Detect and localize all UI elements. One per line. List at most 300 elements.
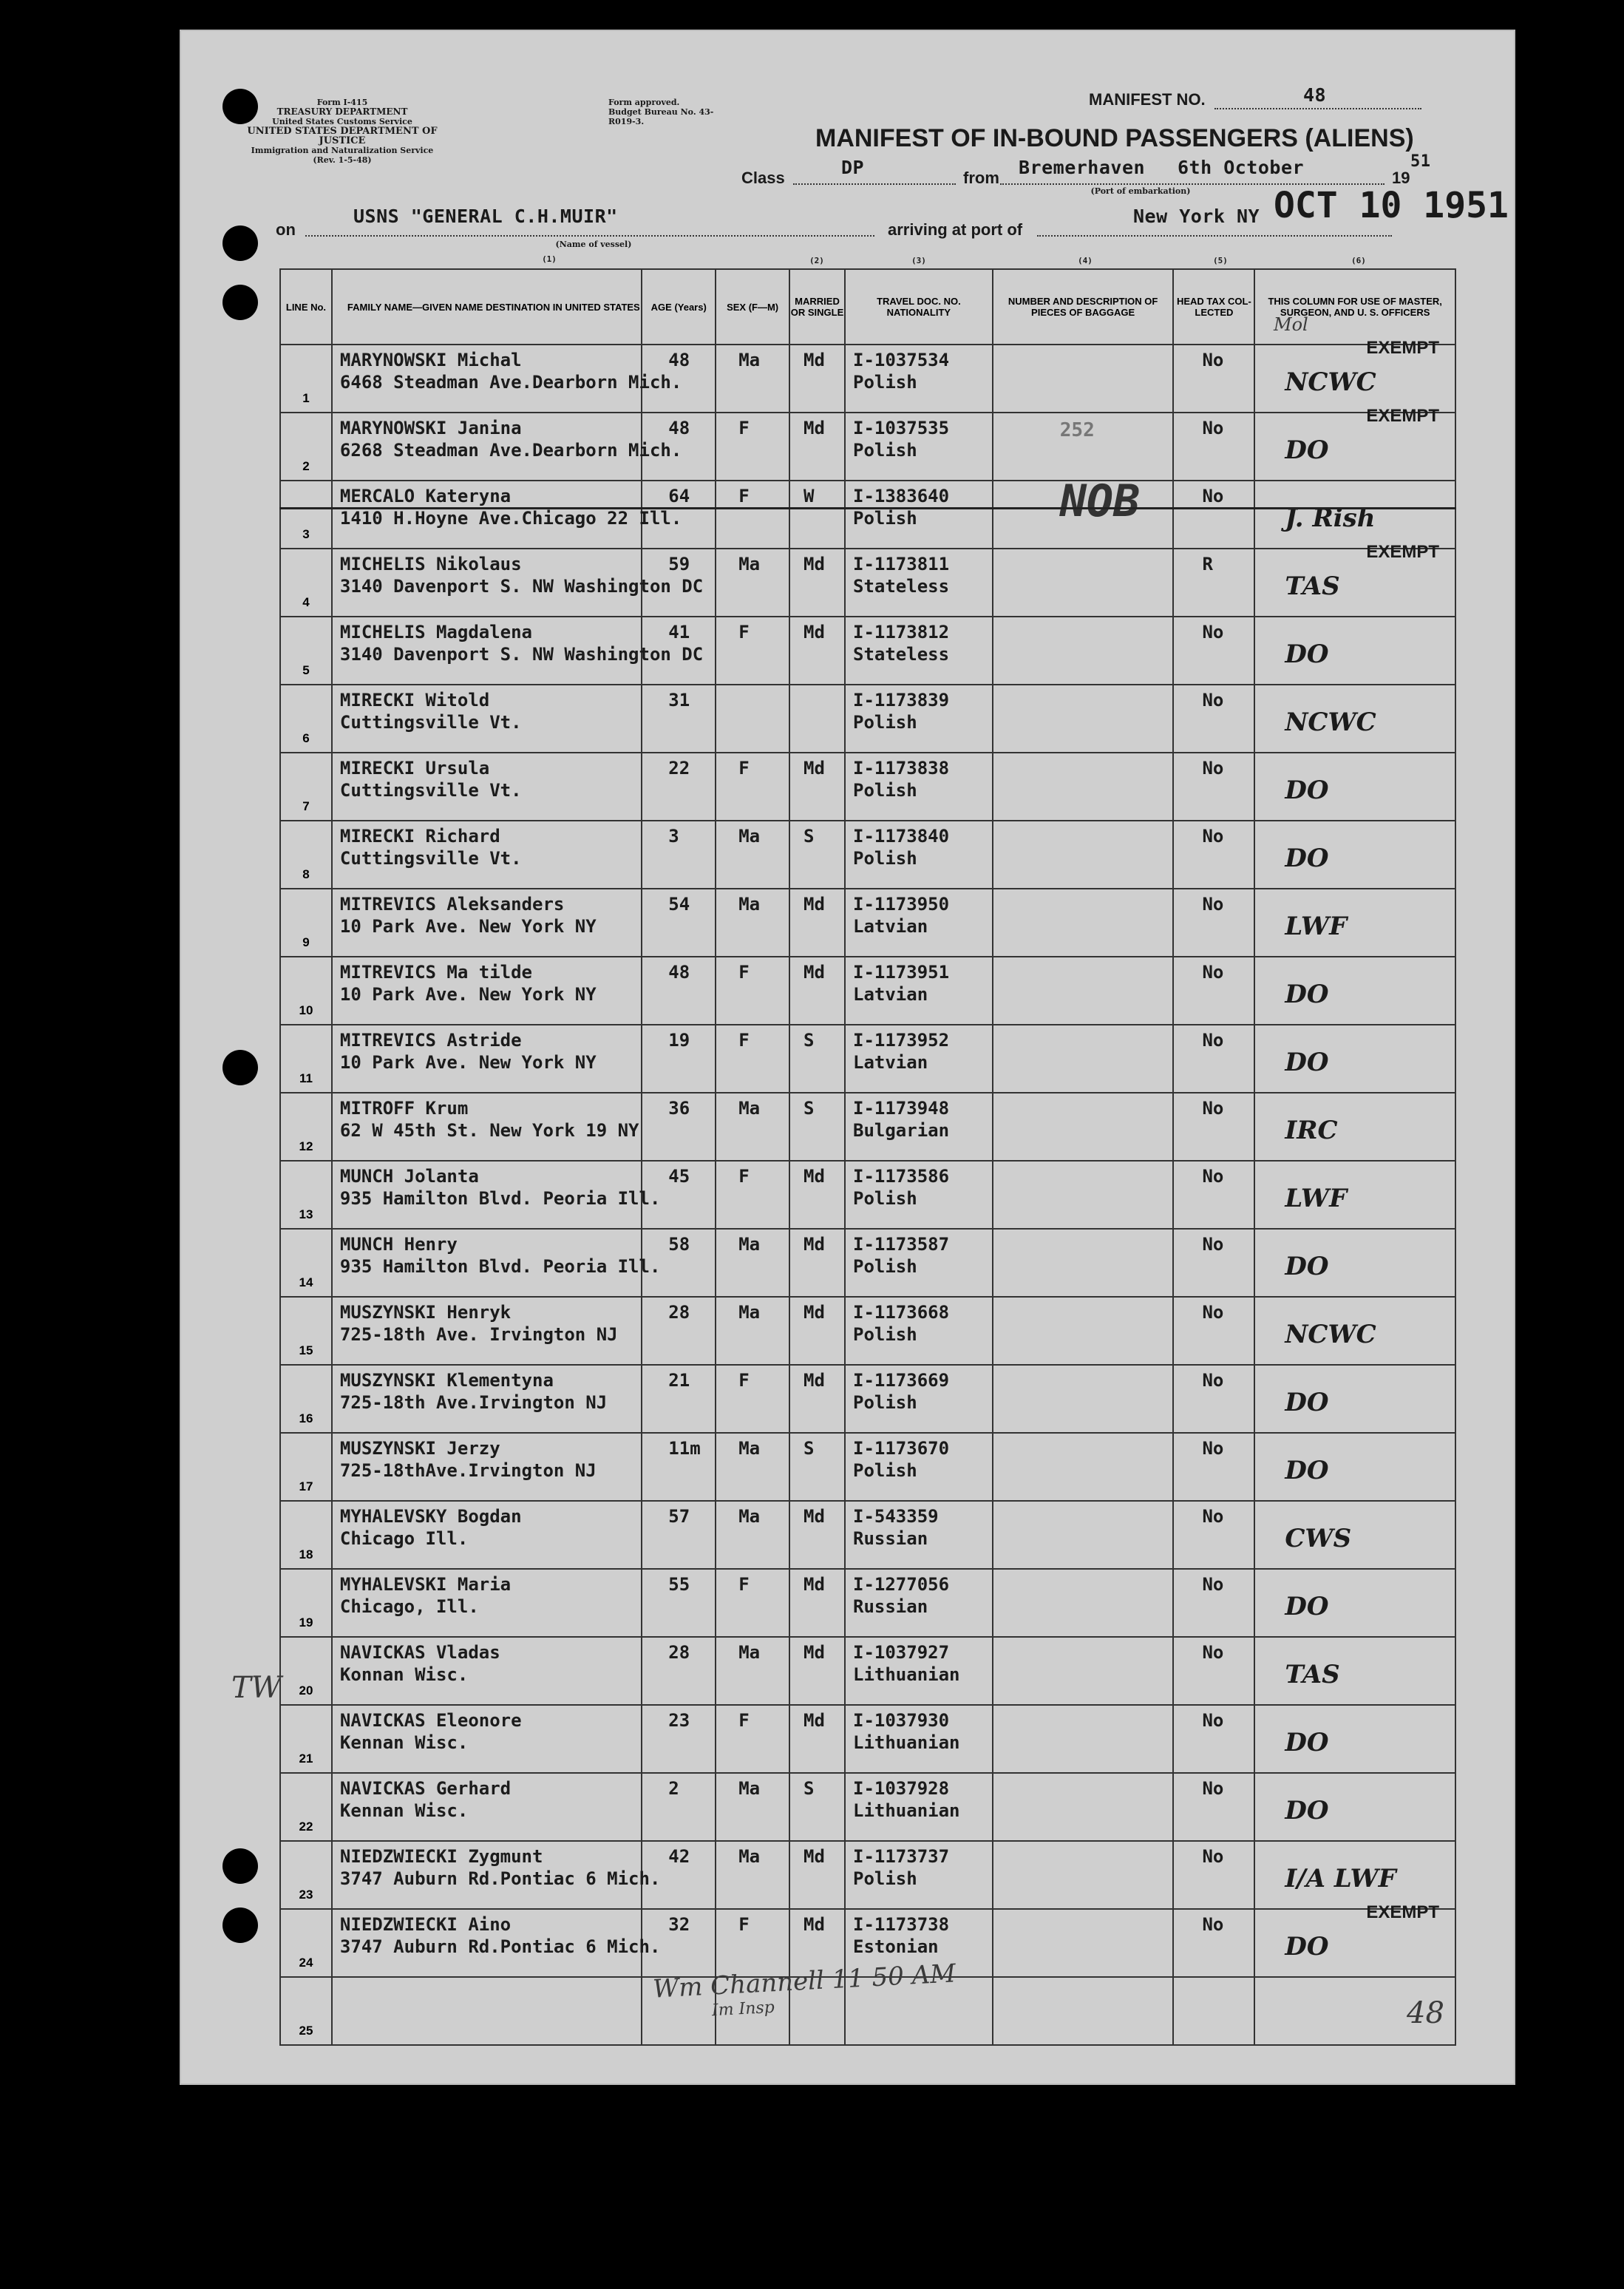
table-row	[280, 957, 1455, 1025]
col-ref-4: (4)	[1078, 256, 1093, 265]
nationality: Lithuanian	[853, 1732, 960, 1753]
officer-mark: Mol	[1274, 314, 1308, 335]
marital-status: Md	[803, 418, 825, 438]
head-tax: No	[1202, 1846, 1224, 1867]
sex-cell	[716, 1909, 789, 1977]
officer-code: DO	[1285, 640, 1329, 669]
table-row	[280, 1705, 1455, 1773]
passenger-sex: F	[738, 962, 750, 983]
table-row	[280, 1501, 1455, 1569]
age-cell	[642, 1773, 716, 1841]
line-number-cell	[280, 1297, 332, 1365]
marital-cell	[789, 1161, 845, 1229]
passenger-destination: 725-18thAve.Irvington NJ	[339, 1460, 597, 1481]
travel-doc-cell	[845, 345, 993, 413]
sex-cell	[716, 1025, 789, 1093]
head-tax-cell	[1173, 1977, 1254, 2045]
table-row	[280, 413, 1455, 481]
head-tax-cell	[1173, 1365, 1254, 1433]
sex-cell	[716, 413, 789, 481]
passenger-sex: Ma	[738, 1438, 761, 1459]
sex-cell	[716, 1773, 789, 1841]
passenger-destination: Cuttingsville Vt.	[339, 780, 522, 801]
officer-code: DO	[1285, 844, 1329, 873]
head-tax-cell	[1173, 889, 1254, 957]
travel-doc-cell	[845, 1297, 993, 1365]
travel-doc-number: I-1173838	[853, 758, 950, 779]
line-number-cell	[280, 1433, 332, 1501]
nationality: Polish	[853, 440, 917, 461]
head-tax-cell	[1173, 1705, 1254, 1773]
line-number-cell	[280, 1909, 332, 1977]
officer-code: DO	[1285, 980, 1329, 1009]
line-number: 6	[302, 731, 310, 745]
passenger-age: 28	[668, 1642, 690, 1663]
officer-cell	[1254, 481, 1455, 549]
strike-through-line	[641, 507, 716, 509]
passenger-age: 2	[668, 1778, 679, 1799]
sex-cell	[716, 1841, 789, 1909]
passenger-sex: F	[738, 1710, 750, 1731]
name-destination-cell	[332, 1637, 642, 1705]
officer-cell	[1254, 542, 1455, 617]
sex-cell	[716, 1297, 789, 1365]
line-number-cell	[280, 1569, 332, 1637]
travel-doc-number: I-1173840	[853, 826, 950, 847]
sex-cell	[716, 1093, 789, 1161]
table-row	[280, 753, 1455, 821]
head-tax-cell	[1173, 1841, 1254, 1909]
nationality: Lithuanian	[853, 1800, 960, 1821]
sex-cell	[716, 1501, 789, 1569]
line-number: 4	[302, 595, 310, 609]
head-tax: No	[1202, 350, 1224, 370]
age-cell	[642, 1229, 716, 1297]
marital-cell	[789, 821, 845, 889]
travel-doc-number: I-1173811	[853, 554, 950, 574]
line-number: 18	[299, 1547, 313, 1561]
passenger-sex: Ma	[738, 1234, 761, 1255]
strike-through-line	[844, 507, 993, 509]
age-cell	[642, 1637, 716, 1705]
table-row	[280, 1025, 1455, 1093]
strike-through-line	[279, 507, 333, 509]
passenger-age: 21	[668, 1370, 690, 1391]
marital-status: Md	[803, 1166, 825, 1187]
sex-cell	[716, 617, 789, 685]
passenger-name: MITROFF Krum	[339, 1098, 469, 1119]
head-tax: No	[1202, 826, 1224, 847]
travel-doc-cell	[845, 1025, 993, 1093]
travel-doc-number: I-1173839	[853, 690, 950, 711]
passenger-name: NAVICKAS Eleonore	[339, 1710, 522, 1731]
passenger-age: 22	[668, 758, 690, 779]
col-header-officers: THIS COLUMN FOR USE OF MASTER, SURGEON, AND U. S. OFFICERS	[1254, 269, 1455, 345]
travel-doc-cell	[845, 617, 993, 685]
marital-status: Md	[803, 1574, 825, 1595]
line-number: 25	[299, 2024, 313, 2038]
passenger-name: MUSZYNSKI Henryk	[339, 1302, 512, 1323]
head-tax: R	[1202, 554, 1213, 574]
officer-code: DO	[1285, 1932, 1329, 1961]
head-tax: No	[1202, 962, 1224, 983]
passenger-sex: F	[738, 418, 750, 438]
head-tax: No	[1202, 1642, 1224, 1663]
head-tax-cell	[1173, 1501, 1254, 1569]
officer-cell	[1254, 1161, 1455, 1229]
line-number-cell	[280, 1773, 332, 1841]
nationality: Lithuanian	[853, 1664, 960, 1685]
travel-doc-number: I-1173952	[853, 1030, 950, 1051]
passenger-age: 54	[668, 894, 690, 915]
passenger-destination: Chicago Ill.	[339, 1528, 469, 1549]
marital-cell	[789, 617, 845, 685]
travel-doc-cell	[845, 1841, 993, 1909]
head-tax: No	[1202, 894, 1224, 915]
head-tax: No	[1202, 1710, 1224, 1731]
baggage-cell	[993, 1773, 1174, 1841]
officer-code: TAS	[1285, 572, 1340, 601]
officer-code: DO	[1285, 1252, 1329, 1281]
line-number: 22	[299, 1820, 313, 1834]
head-tax: No	[1202, 1506, 1224, 1527]
officer-cell	[1254, 1705, 1455, 1773]
travel-doc-cell	[845, 1501, 993, 1569]
head-tax: No	[1202, 1234, 1224, 1255]
officer-code: DO	[1285, 435, 1329, 465]
passenger-destination: 6268 Steadman Ave.Dearborn Mich.	[339, 440, 682, 461]
punch-hole	[222, 285, 258, 320]
head-tax-cell	[1173, 1569, 1254, 1637]
manifest-title: MANIFEST OF IN-BOUND PASSENGERS (ALIENS)	[815, 124, 1414, 152]
baggage-cell	[993, 1909, 1174, 1977]
head-tax: No	[1202, 690, 1224, 711]
page-total: 48	[1407, 1996, 1444, 2030]
head-tax: No	[1202, 622, 1224, 642]
marital-status: Md	[803, 894, 825, 915]
line-number-cell	[280, 1229, 332, 1297]
passenger-name: MUNCH Jolanta	[339, 1166, 479, 1187]
passenger-name: MUNCH Henry	[339, 1234, 458, 1255]
table-row	[280, 345, 1455, 413]
from-port: Bremerhaven	[1019, 157, 1146, 178]
sex-cell	[716, 1569, 789, 1637]
marital-cell	[789, 889, 845, 957]
table-row	[280, 685, 1455, 753]
nationality: Latvian	[853, 1052, 928, 1073]
travel-doc-cell	[845, 413, 993, 481]
from-date: 6th October	[1178, 157, 1305, 178]
head-tax: No	[1202, 1438, 1224, 1459]
marital-status: Md	[803, 554, 825, 574]
travel-doc-number: I-1173668	[853, 1302, 950, 1323]
officer-code: CWS	[1285, 1524, 1352, 1553]
col-header-baggage: NUMBER AND DESCRIPTION OF PIECES OF BAGGAGE	[993, 269, 1174, 345]
marital-cell	[789, 1229, 845, 1297]
passenger-age: 48	[668, 962, 690, 983]
travel-doc-number: I-1173737	[853, 1846, 950, 1867]
passenger-destination: Konnan Wisc.	[339, 1664, 469, 1685]
officer-code: DO	[1285, 1048, 1329, 1077]
sex-cell	[716, 889, 789, 957]
nationality: Russian	[853, 1528, 928, 1549]
passenger-name: NIEDZWIECKI Zygmunt	[339, 1846, 543, 1867]
name-destination-cell	[332, 1297, 642, 1365]
passenger-name: MARYNOWSKI Janina	[339, 418, 522, 438]
officer-cell	[1254, 957, 1455, 1025]
punch-hole	[222, 1908, 258, 1943]
head-tax: No	[1202, 486, 1224, 506]
table-row	[280, 1297, 1455, 1365]
passenger-destination: Chicago, Ill.	[339, 1596, 479, 1617]
head-tax-cell	[1173, 1025, 1254, 1093]
punch-hole	[222, 1050, 258, 1085]
name-destination-cell	[332, 753, 642, 821]
head-tax-cell	[1173, 957, 1254, 1025]
col-header-name: FAMILY NAME—GIVEN NAME DESTINATION IN UNITED STATES	[332, 269, 642, 345]
passenger-age: 23	[668, 1710, 690, 1731]
strike-through-line	[1172, 507, 1255, 509]
table-row	[280, 549, 1455, 617]
name-destination-cell	[332, 1909, 661, 1977]
baggage-cell	[993, 821, 1174, 889]
officer-cell	[1254, 821, 1455, 889]
margin-initials: TW	[231, 1671, 282, 1705]
passenger-name: MICHELIS Magdalena	[339, 622, 533, 642]
travel-doc-cell	[845, 1093, 993, 1161]
marital-cell	[789, 1705, 845, 1773]
passenger-name: MYHALEVSKY Bogdan	[339, 1506, 522, 1527]
head-tax: No	[1202, 1778, 1224, 1799]
col-ref-6: (6)	[1351, 256, 1366, 265]
sex-cell	[716, 957, 789, 1025]
nationality: Polish	[853, 848, 917, 869]
passenger-age: 31	[668, 690, 690, 711]
officer-cell	[1254, 1093, 1455, 1161]
officer-code: NCWC	[1285, 708, 1376, 737]
punch-hole	[222, 1848, 258, 1884]
form-issuer-block: Form I-415 TREASURY DEPARTMENT United States Customs Service UNITED STATES DEPARTMENT OF JUSTICE Immigration and Naturalization Service (Rev. 1-5-48)	[247, 98, 438, 165]
baggage-cell	[993, 1637, 1174, 1705]
baggage-entry: 252	[1059, 419, 1095, 441]
passenger-sex: Ma	[738, 1506, 761, 1527]
sex-cell	[716, 753, 789, 821]
exempt-stamp: EXEMPT	[1366, 406, 1440, 426]
head-tax-cell	[1173, 617, 1254, 685]
name-destination-cell	[332, 1433, 642, 1501]
inspector-signature: Wm Channell 11 50 AM	[652, 1959, 957, 2004]
age-cell	[642, 685, 716, 753]
line-number-cell	[280, 1093, 332, 1161]
travel-doc-number: I-1173669	[853, 1370, 950, 1391]
name-destination-cell	[332, 685, 642, 753]
class-underline	[793, 183, 956, 185]
nationality: Polish	[853, 712, 917, 733]
line-number: 9	[302, 935, 310, 949]
passenger-age: 36	[668, 1098, 690, 1119]
age-cell	[642, 413, 716, 481]
marital-cell	[789, 1093, 845, 1161]
officer-code: TAS	[1285, 1660, 1340, 1689]
officer-cell	[1254, 1365, 1455, 1433]
age-cell	[642, 1093, 716, 1161]
passenger-name: NAVICKAS Vladas	[339, 1642, 500, 1663]
officer-cell	[1254, 1501, 1455, 1569]
passenger-name: MIRECKI Richard	[339, 826, 500, 847]
manifest-no-label: MANIFEST NO.	[1089, 90, 1206, 109]
inspector-signature-sub: Im Insp	[711, 1998, 775, 2021]
class-label: Class	[741, 169, 785, 187]
head-tax-cell	[1173, 481, 1254, 549]
officer-cell	[1254, 1025, 1455, 1093]
officer-cell	[1254, 1637, 1455, 1705]
travel-doc-number: I-543359	[853, 1506, 939, 1527]
age-cell	[642, 1433, 716, 1501]
officer-code: IRC	[1285, 1116, 1338, 1145]
baggage-cell	[993, 889, 1174, 957]
age-cell	[642, 1705, 716, 1773]
name-destination-cell	[332, 957, 642, 1025]
sex-cell	[716, 821, 789, 889]
head-tax: No	[1202, 1574, 1224, 1595]
name-destination-cell	[332, 1773, 642, 1841]
baggage-cell	[993, 957, 1174, 1025]
passenger-destination: Cuttingsville Vt.	[339, 712, 522, 733]
travel-doc-number: I-1037928	[853, 1778, 950, 1799]
table-row	[280, 1841, 1455, 1909]
marital-status: S	[803, 1438, 815, 1459]
marital-status: S	[803, 1778, 815, 1799]
passenger-destination: 935 Hamilton Blvd. Peoria Ill.	[339, 1256, 661, 1277]
baggage-cell	[993, 1093, 1174, 1161]
travel-doc-number: I-1173948	[853, 1098, 950, 1119]
passenger-age: 28	[668, 1302, 690, 1323]
passenger-destination: 3140 Davenport S. NW Washington DC	[339, 576, 704, 597]
officer-cell	[1254, 338, 1455, 413]
name-destination-cell	[332, 1025, 642, 1093]
manifest-no-value: 48	[1303, 84, 1327, 106]
officer-cell	[1254, 617, 1455, 685]
table-row	[280, 1569, 1455, 1637]
passenger-sex: Ma	[738, 1302, 761, 1323]
travel-doc-cell	[845, 685, 993, 753]
age-cell	[642, 1297, 716, 1365]
line-number-cell	[280, 1501, 332, 1569]
line-number: 7	[302, 799, 310, 813]
marital-cell	[789, 1365, 845, 1433]
head-tax: No	[1202, 1302, 1224, 1323]
head-tax-cell	[1173, 1773, 1254, 1841]
marital-cell	[789, 549, 845, 617]
marital-status: Md	[803, 622, 825, 642]
travel-doc-number: I-1037927	[853, 1642, 950, 1663]
nationality: Polish	[853, 372, 917, 393]
name-destination-cell	[332, 889, 642, 957]
vessel-note: (Name of vessel)	[555, 240, 632, 249]
exempt-stamp: EXEMPT	[1366, 542, 1440, 562]
line-number-cell	[280, 1161, 332, 1229]
table-row	[280, 1229, 1455, 1297]
marital-status: Md	[803, 1710, 825, 1731]
marital-cell	[789, 957, 845, 1025]
name-destination-cell	[332, 1365, 642, 1433]
marital-cell	[789, 1569, 845, 1637]
baggage-cell	[993, 1705, 1174, 1773]
officer-cell	[1254, 753, 1455, 821]
marital-cell	[789, 685, 845, 753]
age-cell	[642, 821, 716, 889]
line-number: 8	[302, 867, 310, 881]
passenger-destination: 10 Park Ave. New York NY	[339, 1052, 597, 1073]
sex-cell	[716, 1161, 789, 1229]
marital-status: Md	[803, 1234, 825, 1255]
arriving-label: arriving at port of	[888, 220, 1023, 239]
col-ref-1: (1)	[542, 254, 557, 264]
sex-cell	[716, 481, 789, 549]
table-row	[280, 1773, 1455, 1841]
travel-doc-number: I-1173587	[853, 1234, 950, 1255]
nationality: Stateless	[853, 576, 950, 597]
baggage-cell	[993, 1433, 1174, 1501]
sex-cell	[716, 685, 789, 753]
vessel-name: USNS "GENERAL C.H.MUIR"	[353, 206, 618, 227]
line-number: 12	[299, 1139, 313, 1153]
line-number-cell	[280, 753, 332, 821]
officer-cell	[1254, 685, 1455, 753]
officer-code: DO	[1285, 1456, 1329, 1485]
name-destination-cell	[332, 1977, 642, 2045]
marital-cell	[789, 1433, 845, 1501]
baggage-cell	[993, 1297, 1174, 1365]
nationality: Estonian	[853, 1936, 939, 1957]
officer-cell	[1254, 1229, 1455, 1297]
passenger-destination: 935 Hamilton Blvd. Peoria Ill.	[339, 1188, 661, 1209]
marital-status: S	[803, 1030, 815, 1051]
passenger-destination: Kennan Wisc.	[339, 1800, 469, 1821]
passenger-sex: F	[738, 1574, 750, 1595]
head-tax: No	[1202, 1098, 1224, 1119]
passenger-destination: 3140 Davenport S. NW Washington DC	[339, 644, 704, 665]
travel-doc-cell	[845, 1229, 993, 1297]
head-tax-cell	[1173, 413, 1254, 481]
table-row	[280, 1161, 1455, 1229]
passenger-name: NAVICKAS Gerhard	[339, 1778, 512, 1799]
passenger-age: 48	[668, 350, 690, 370]
passenger-age: 55	[668, 1574, 690, 1595]
nationality: Russian	[853, 1596, 928, 1617]
passenger-sex: Ma	[738, 350, 761, 370]
line-number-cell	[280, 1977, 332, 2045]
officer-code: LWF	[1285, 912, 1348, 941]
officer-code: DO	[1285, 776, 1329, 805]
sex-cell	[716, 1637, 789, 1705]
passenger-destination: 62 W 45th St. New York 19 NY	[339, 1120, 639, 1141]
passenger-name: MERCALO Kateryna	[339, 486, 512, 506]
travel-doc-cell	[845, 1637, 993, 1705]
head-tax: No	[1202, 758, 1224, 779]
line-number-cell	[280, 413, 332, 481]
marital-cell	[789, 481, 845, 549]
age-cell	[642, 1841, 716, 1909]
passenger-name: MUSZYNSKI Klementyna	[339, 1370, 554, 1391]
passenger-destination: 6468 Steadman Ave.Dearborn Mich.	[339, 372, 682, 393]
travel-doc-number: I-1173950	[853, 894, 950, 915]
line-number: 11	[299, 1071, 313, 1085]
passenger-sex: Ma	[738, 894, 761, 915]
travel-doc-cell	[845, 753, 993, 821]
strike-through-line	[789, 507, 846, 509]
passenger-destination: 3747 Auburn Rd.Pontiac 6 Mich.	[339, 1936, 661, 1957]
